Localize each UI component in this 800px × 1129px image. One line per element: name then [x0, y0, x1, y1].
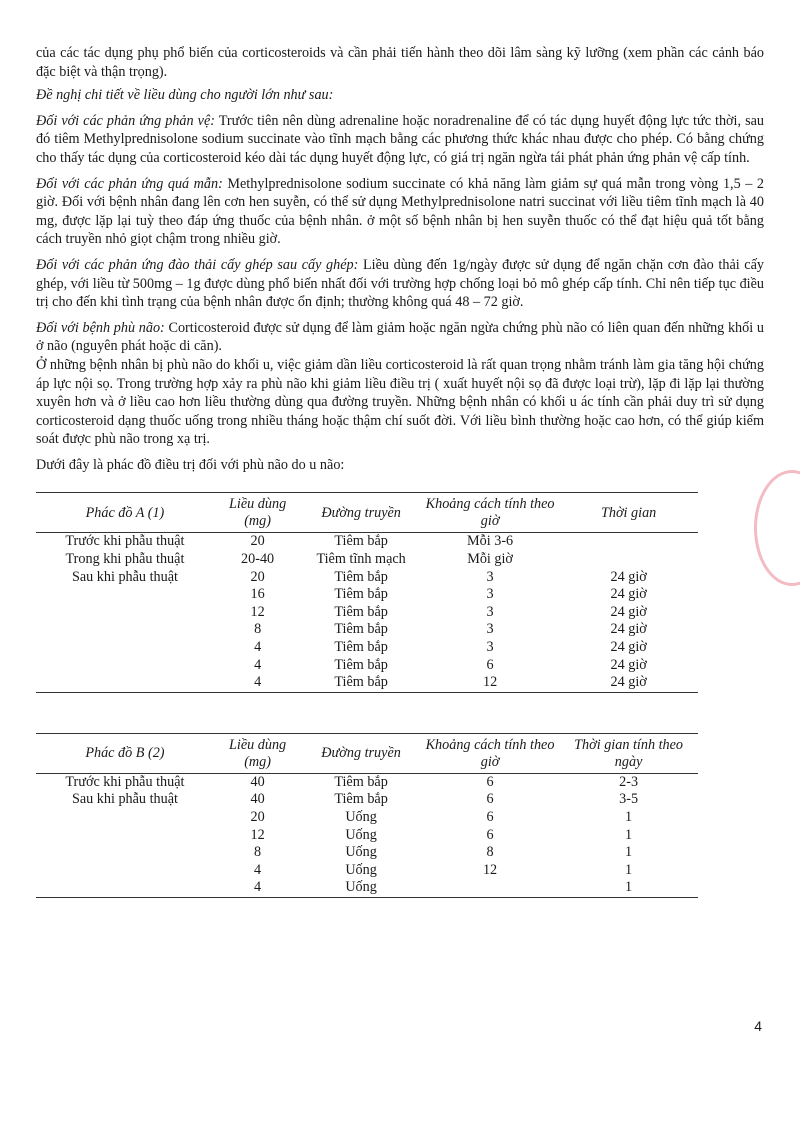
- hypersensitivity-text: Methylprednisolone sodium succinate có khả năng làm giảm sự quá mẫn trong vòng 1,5 – 2 giờ. Đối với bệnh nhân đang lên cơn hen suyễn, có thể sử dụng Methylprednisolone natri succinat với liều tiêm tĩnh mạch là 40 mg, được lặp lại tuỳ theo đáp ứng thuốc của bệnh nhân. ở một số bệnh nhân bị hen suyễn thuốc có thể đạt hiệu quả tốt bằng cách truyền nhỏ giọt chậm trong nhiều giờ.: [36, 175, 764, 248]
- regimen-b-table: [36, 733, 698, 898]
- cell-phase: [36, 809, 214, 827]
- cell-interval: Mỗi giờ: [467, 551, 513, 568]
- cell-interval: [421, 879, 559, 897]
- cell-dose: 4: [214, 879, 301, 897]
- cell-interval: 6: [486, 656, 494, 673]
- table-row: [36, 533, 698, 551]
- cell-dose: 20: [250, 809, 265, 825]
- table-row: [36, 844, 698, 862]
- cell-route: Tiêm bắp: [334, 656, 388, 673]
- cerebral-edema-text: Corticosteroid được sử dụng để làm giảm hoặc ngăn ngừa chứng phù não có liên quan đến những khối u ở não (nguyên phát hoặc di căn).: [36, 319, 764, 355]
- cerebral-edema-lead: Đối với bệnh phù não:: [36, 319, 165, 336]
- cell-interval: 3: [486, 621, 494, 638]
- cell-route: Uống: [345, 826, 377, 843]
- cell-duration: 24 giờ: [610, 586, 647, 603]
- cell-duration: 24 giờ: [610, 568, 647, 585]
- cell-dose: 4: [214, 674, 301, 692]
- anaphylaxis-text: Trước tiên nên dùng adrenaline hoặc noradrenaline để có tác dụng huyết động lực tức thời, sau đó tiêm Methylprednisolone sodium succinate vào tĩnh mạch bằng các phương thức khác nhau được cho phép. Có bằng chứng cho thấy tác dụng của corticosteroid kéo dài tác dụng huyết động lực, có giá trị ngăn ngừa tái phát phản ứng phản vệ cấp tính.: [36, 112, 764, 166]
- header-interval: Khoảng cách tính theo giờ: [425, 496, 555, 530]
- cell-phase: [36, 674, 214, 692]
- cell-interval: 12: [421, 674, 559, 692]
- cell-interval: 12: [482, 861, 498, 878]
- cell-duration: 3-5: [619, 791, 639, 808]
- cell-duration: 24 giờ: [610, 639, 647, 656]
- paragraph-hypersensitivity: [36, 175, 764, 249]
- cell-route: Uống: [345, 844, 377, 861]
- header-interval: Khoảng cách tính theo giờ: [425, 736, 555, 770]
- cell-phase: [36, 586, 214, 604]
- table-row: [36, 827, 698, 845]
- transplant-lead: Đối với các phản ứng đào thải cấy ghép sau cấy ghép:: [36, 256, 359, 273]
- cell-dose: 20: [250, 533, 265, 550]
- dosage-heading: Đề nghị chi tiết về liều dùng cho người lớn như sau:: [36, 87, 334, 104]
- transplant-text: Liều dùng đến 1g/ngày được sử dụng để ngăn chặn cơn đào thải cấy ghép, với liều từ 500mg – 1g được dùng phổ biến nhất đối với trường hợp chống loại bỏ mô ghép cấp tính. Chỉ nên tiếp tục điều trị cho đến khi tình trạng của bệnh nhân được ổn định; thường không quá 48 – 72 giờ.: [36, 256, 764, 311]
- header-dose: Liều dùng (mg): [229, 496, 287, 530]
- cell-route: Tiêm bắp: [334, 639, 388, 656]
- cell-duration: 1: [625, 826, 633, 843]
- table-header-row: [36, 493, 698, 533]
- cell-interval: 6: [486, 791, 494, 808]
- cell-dose: 8: [254, 844, 262, 861]
- cell-dose: 12: [250, 603, 265, 620]
- cell-duration: 24 giờ: [610, 603, 647, 620]
- table-row: [36, 551, 698, 569]
- cell-phase: [36, 657, 214, 675]
- header-duration: Thời gian: [600, 504, 657, 521]
- cell-duration: 2-3: [619, 773, 639, 790]
- table-header-row: [36, 733, 698, 773]
- cell-route: Uống: [345, 861, 377, 878]
- cell-interval: 6: [486, 826, 494, 843]
- cell-phase: Trước khi phẫu thuật: [65, 533, 185, 550]
- paragraph-cerebral-edema: [36, 319, 764, 356]
- cell-duration: 24 giờ: [559, 674, 698, 692]
- cell-dose: 40: [250, 791, 265, 808]
- cell-route: Tiêm bắp: [334, 568, 388, 585]
- cell-duration: 1: [625, 809, 633, 825]
- cell-phase: [36, 879, 214, 897]
- cell-phase: Trong khi phẫu thuật: [65, 551, 185, 568]
- table-row: [36, 862, 698, 880]
- header-duration-days: Thời gian tính theo ngày: [574, 736, 684, 770]
- table-row: [36, 657, 698, 675]
- table-row: [36, 879, 698, 897]
- cell-phase: [36, 639, 214, 657]
- cell-dose: 4: [254, 861, 262, 878]
- cell-phase: [36, 604, 214, 622]
- cell-route: Tiêm bắp: [334, 791, 388, 808]
- cell-route: Tiêm bắp: [334, 603, 388, 620]
- cell-route: Tiêm bắp: [334, 533, 388, 550]
- cell-interval: 8: [486, 844, 494, 861]
- table-row: [36, 604, 698, 622]
- document-page: [36, 44, 764, 898]
- paragraph-continuation: của các tác dụng phụ phổ biến của corticosteroids và cần phải tiến hành theo dõi lâm sàng kỹ lưỡng (xem phần các cảnh báo đặc biệt và thận trọng).: [36, 45, 764, 80]
- table-row: [36, 639, 698, 657]
- cell-route: Uống: [345, 809, 377, 825]
- table-row: [36, 773, 698, 791]
- table-row: [36, 809, 698, 827]
- hypersensitivity-lead: Đối với các phản ứng quá mẫn:: [36, 175, 223, 192]
- page-number: 4: [754, 1018, 762, 1034]
- cell-duration: [559, 533, 698, 551]
- cell-route: Uống: [301, 879, 421, 897]
- cell-dose: 40: [250, 773, 265, 790]
- table-row: [36, 569, 698, 587]
- anaphylaxis-lead: Đối với các phản ứng phản vệ:: [36, 112, 215, 129]
- paragraph-tumor-edema: Ở những bệnh nhân bị phù não do khối u, việc giảm dần liều corticosteroid là rất quan trọng nhằm tránh làm gia tăng hội chứng áp lực nội sọ. Trong trường hợp xảy ra phù não khi giảm liều điều trị ( xuất huyết nội sọ đã được loại trừ), lặp đi lặp lại thường xuyên hơn và ở liều cao hơn liều thường dùng qua đường truyền. Những bệnh nhân có khối u ác tính cần phải duy trì sử dụng corticosteroid dạng thuốc uống trong nhiều tháng hoặc thậm chí suốt đời. Với liều bình thường hoặc cao hơn, có thể giúp kiểm soát được phù não trong xạ trị.: [36, 356, 764, 448]
- cell-phase: [36, 862, 214, 880]
- cell-duration: 1: [559, 879, 698, 897]
- cell-route: Tiêm bắp: [334, 586, 388, 603]
- cell-phase: Sau khi phẫu thuật: [71, 568, 178, 585]
- cell-duration: [559, 551, 698, 569]
- cell-interval: Mỗi 3-6: [467, 533, 514, 550]
- cell-route: Tiêm bắp: [301, 674, 421, 692]
- regimen-a-table: [36, 492, 698, 692]
- paragraph-regimen-intro: Dưới đây là phác đồ điều trị đối với phù não do u não:: [36, 456, 345, 473]
- cell-dose: 8: [254, 621, 262, 638]
- cell-dose: 12: [250, 826, 265, 843]
- header-regimen: Phác đồ A (1): [85, 504, 165, 521]
- table-row: [36, 586, 698, 604]
- header-regimen: Phác đồ B (2): [85, 745, 165, 762]
- table-row: [36, 621, 698, 639]
- cell-interval: 3: [486, 639, 494, 656]
- cell-dose: 4: [254, 639, 262, 656]
- cell-interval: 3: [486, 603, 494, 620]
- cell-dose: 16: [250, 586, 265, 603]
- cell-interval: 6: [486, 773, 494, 790]
- cell-dose: 20-40: [241, 551, 275, 568]
- cell-phase: Trước khi phẫu thuật: [65, 773, 185, 790]
- cell-interval: 3: [486, 568, 494, 585]
- cell-phase: [36, 844, 214, 862]
- table-row: [36, 674, 698, 692]
- table-row: [36, 791, 698, 809]
- header-route: Đường truyền: [321, 504, 401, 521]
- cell-route: Tiêm bắp: [334, 621, 388, 638]
- cell-phase: [36, 827, 214, 845]
- cell-phase: [36, 621, 214, 639]
- header-dose: Liều dùng (mg): [229, 736, 287, 770]
- cell-dose: 20: [250, 568, 265, 585]
- paragraph-transplant: [36, 256, 764, 312]
- cell-duration: 1: [625, 844, 633, 861]
- cell-dose: 4: [254, 656, 262, 673]
- cell-duration: 24 giờ: [610, 656, 647, 673]
- cell-phase: Sau khi phẫu thuật: [71, 791, 178, 808]
- cell-route: Tiêm tĩnh mạch: [316, 551, 406, 568]
- paragraph-anaphylaxis: [36, 112, 764, 168]
- cell-duration: 1: [625, 861, 633, 878]
- cell-interval: 6: [486, 809, 494, 825]
- cell-interval: 3: [486, 586, 494, 603]
- cell-duration: 24 giờ: [610, 621, 647, 638]
- cell-route: Tiêm bắp: [334, 773, 388, 790]
- header-route: Đường truyền: [321, 745, 401, 762]
